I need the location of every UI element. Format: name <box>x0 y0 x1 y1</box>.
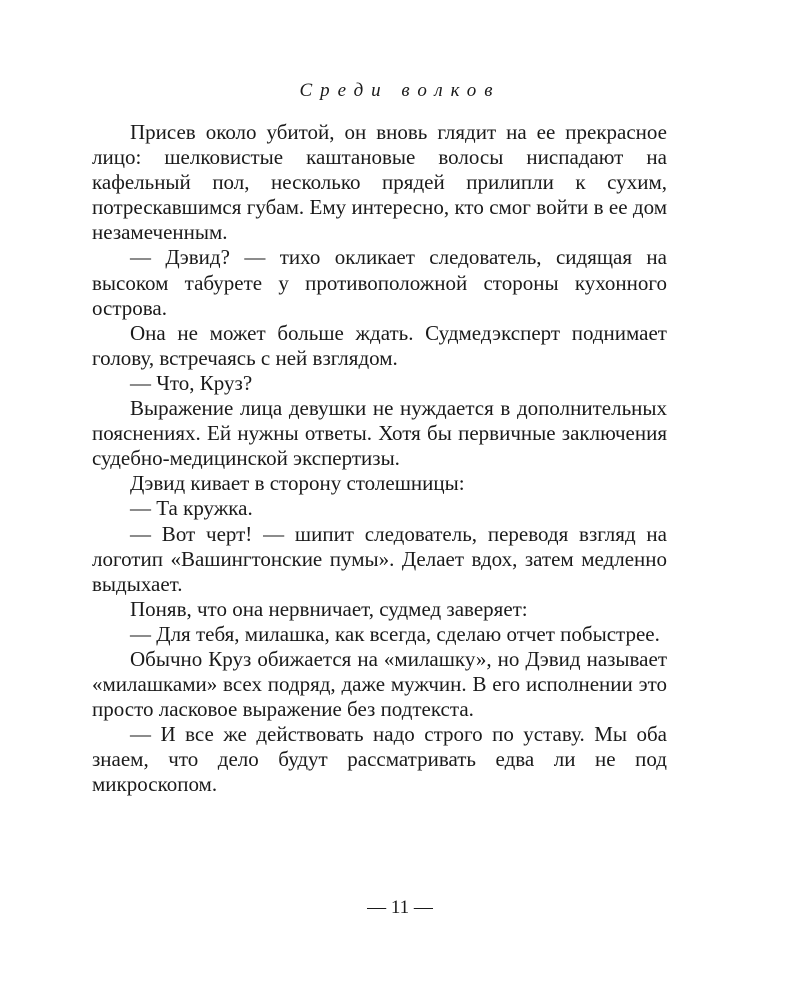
paragraph: — Вот черт! — шипит следователь, переводя взгляд на логотип «Вашингтонские пумы». Делает вдох, затем медленно выдыхает. <box>92 521 667 596</box>
paragraph: Выражение лица девушки не нуждается в дополнительных пояснениях. Ей нужны ответы. Хотя бы первичные заключения судебно-медицинской экспертизы. <box>92 396 667 471</box>
paragraph: Она не может больше ждать. Судмедэксперт поднимает голову, встречаясь с ней взглядом. <box>92 320 667 370</box>
paragraph: — Что, Круз? <box>130 370 253 395</box>
paragraph: Присев около убитой, он вновь глядит на ее прекрасное лицо: шелковистые каштановые волосы ниспадают на кафельный пол, несколько прядей прилипли к сухим, потрескавшимся губам. Ему интересно, кто смог войти в ее дом незамеченным. <box>92 120 667 245</box>
paragraph: Дэвид кивает в сторону столешницы: <box>130 471 465 496</box>
paragraph: Обычно Круз обижается на «милашку», но Дэвид называет «милашками» всех подряд, даже мужчин. В его исполнении это просто ласковое выражение без подтекста. <box>92 646 667 722</box>
paragraph: Поняв, что она нервничает, судмед заверяет: <box>130 596 528 621</box>
paragraph: — Для тебя, милашка, как всегда, сделаю отчет побыстрее. <box>130 621 660 646</box>
paragraph: — И все же действовать надо строго по уставу. Мы оба знаем, что дело будут рассматривать едва ли не под микроскопом. <box>92 722 667 797</box>
paragraph: — Та кружка. <box>130 496 253 521</box>
page-number: — 11 — <box>367 897 433 918</box>
paragraph: — Дэвид? — тихо окликает следователь, сидящая на высоком табурете у противоположной стороны кухонного острова. <box>92 245 667 320</box>
running-head: Среди волков <box>299 80 501 101</box>
body-text <box>92 120 667 798</box>
